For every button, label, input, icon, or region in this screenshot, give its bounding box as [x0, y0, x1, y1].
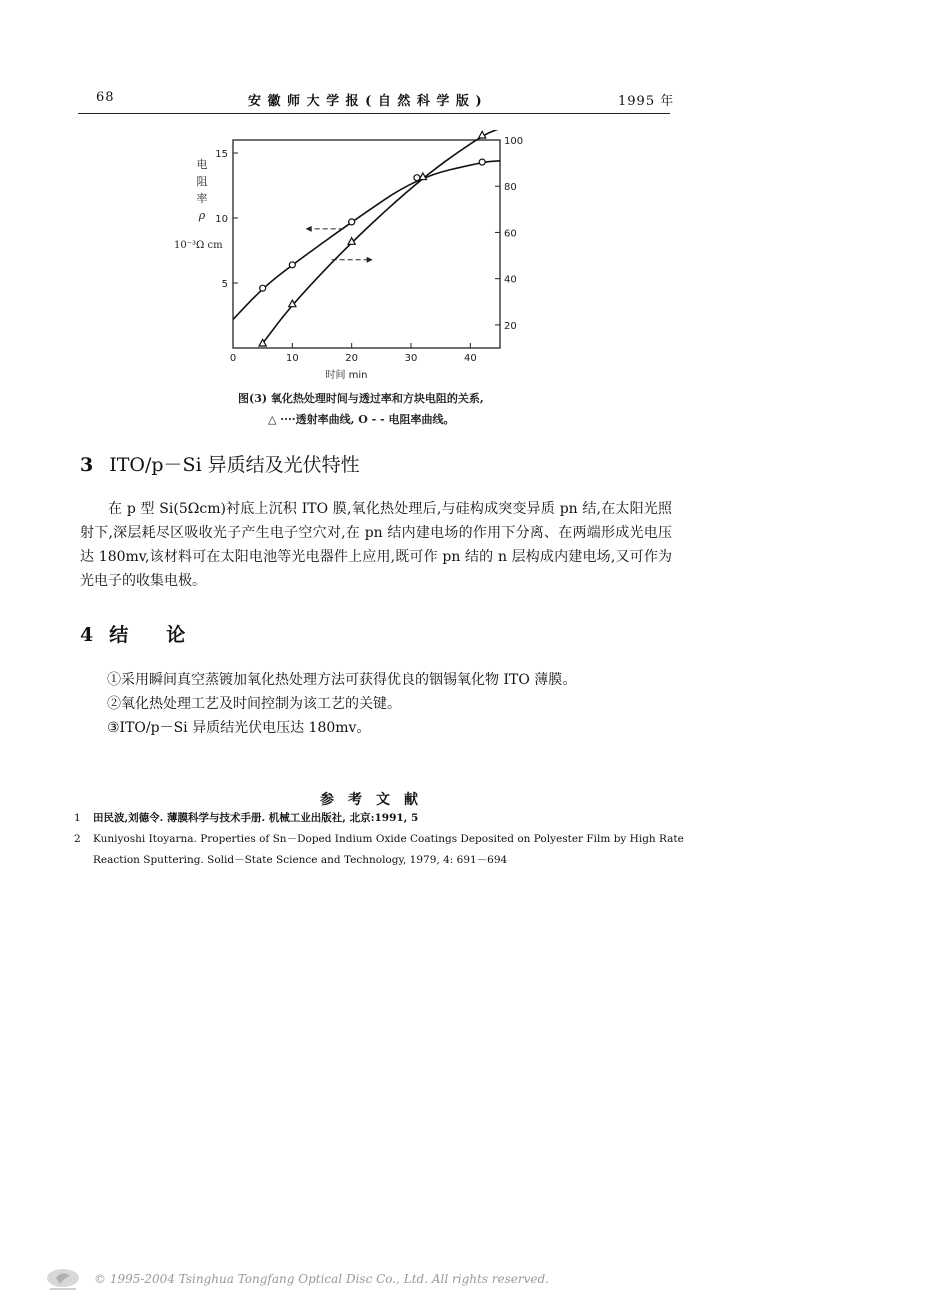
section-3-number: 3 — [80, 454, 94, 476]
figure-caption-line2: △ ····透射率曲线, O - - 电阻率曲线。 — [268, 413, 455, 426]
header-rule — [78, 113, 670, 114]
series-line-transmittance — [263, 130, 500, 343]
resistivity-point — [349, 219, 355, 225]
reference-number: 1 — [74, 812, 81, 824]
reference-text: 田民波,刘德令. 薄膜科学与技术手册. 机械工业出版社, 北京:1991, 5 — [93, 812, 419, 824]
section-4-heading — [80, 620, 185, 647]
section-3-heading — [80, 450, 360, 477]
conclusion-item: ③ITO/p－Si 异质结光伏电压达 180mv。 — [107, 720, 371, 736]
reference-text: Kuniyoshi Itoyarna. Properties of Sn－Doped Indium Oxide Coatings Deposited on Polyester Film by High Rate — [93, 833, 684, 845]
resistivity-point — [289, 262, 295, 268]
left-y-tick-label: 5 — [221, 279, 228, 290]
plot-frame — [233, 140, 500, 348]
left-y-tick-label: 10 — [215, 214, 228, 225]
reference-text-continued: Reaction Sputtering. Solid－State Science and Technology, 1979, 4: 691－694 — [93, 854, 508, 866]
journal-title: 安 徽 师 大 学 报 ( 自 然 科 学 版 ) — [248, 94, 483, 109]
right-y-tick-label: 80 — [504, 182, 517, 194]
series-line-resistivity — [233, 161, 500, 320]
publication-year: 1995 年 — [618, 94, 675, 109]
page-number: 68 — [96, 90, 115, 105]
right-y-tick-label: 60 — [504, 228, 517, 240]
right-axis-arrowhead — [367, 257, 373, 263]
conclusion-item: ②氧化热处理工艺及时间控制为该工艺的关键。 — [107, 696, 401, 712]
left-axis-label-char: 阻 — [196, 175, 208, 188]
section-3-body — [80, 497, 672, 593]
right-y-tick-label: 40 — [504, 274, 517, 286]
left-axis-arrowhead — [306, 226, 312, 232]
section-4-number: 4 — [80, 624, 94, 646]
section-3-title: ITO/p－Si 异质结及光伏特性 — [109, 454, 360, 476]
left-axis-label-char: 率 — [196, 192, 208, 205]
left-axis-label-char: ρ — [198, 209, 206, 222]
conclusion-item: ①采用瞬间真空蒸镀加氧化热处理方法可获得优良的铟锡氧化物 ITO 薄膜。 — [107, 672, 577, 688]
x-tick-label: 30 — [404, 353, 418, 364]
copyright-notice: © 1995-2004 Tsinghua Tongfang Optical Disc Co., Ltd. All rights reserved. — [94, 1272, 549, 1286]
section-3-paragraph: 在 p 型 Si(5Ωcm)衬底上沉积 ITO 膜,氧化热处理后,与硅构成突变异质 pn 结,在太阳光照射下,深层耗尽区吸收光子产生电子空穴对,在 pn 结内建电场的作用下分离、在两端形成光电压达 180mv,该材料可在太阳电池等光电器件上应用,既可作 pn 结的 n 层构成内建电场,又可作为光电子的收集电极。 — [80, 501, 672, 589]
resistivity-point — [260, 285, 266, 291]
resistivity-point — [479, 159, 485, 165]
x-tick-label: 10 — [285, 353, 299, 364]
left-axis-label-char: 电 — [196, 158, 208, 171]
left-axis-label — [192, 156, 212, 224]
x-axis-label: 时间 min — [325, 370, 368, 380]
left-y-tick-label: 15 — [215, 149, 228, 160]
figure-caption-line1: 图(3) 氧化热处理时间与透过率和方块电阻的关系, — [238, 392, 484, 405]
section-4-title: 结 论 — [109, 624, 186, 646]
x-tick-label: 0 — [229, 353, 237, 364]
references-title: 参 考 文 献 — [320, 792, 418, 808]
right-y-tick-label: 100 — [504, 136, 524, 147]
left-axis-unit: 10⁻³Ω cm — [174, 240, 223, 251]
reference-number: 2 — [74, 833, 81, 845]
x-tick-label: 40 — [463, 353, 477, 364]
x-tick-label: 20 — [345, 353, 359, 364]
right-y-tick-label: 20 — [504, 320, 517, 332]
publisher-logo — [44, 1266, 82, 1292]
figure-chart — [160, 130, 580, 380]
